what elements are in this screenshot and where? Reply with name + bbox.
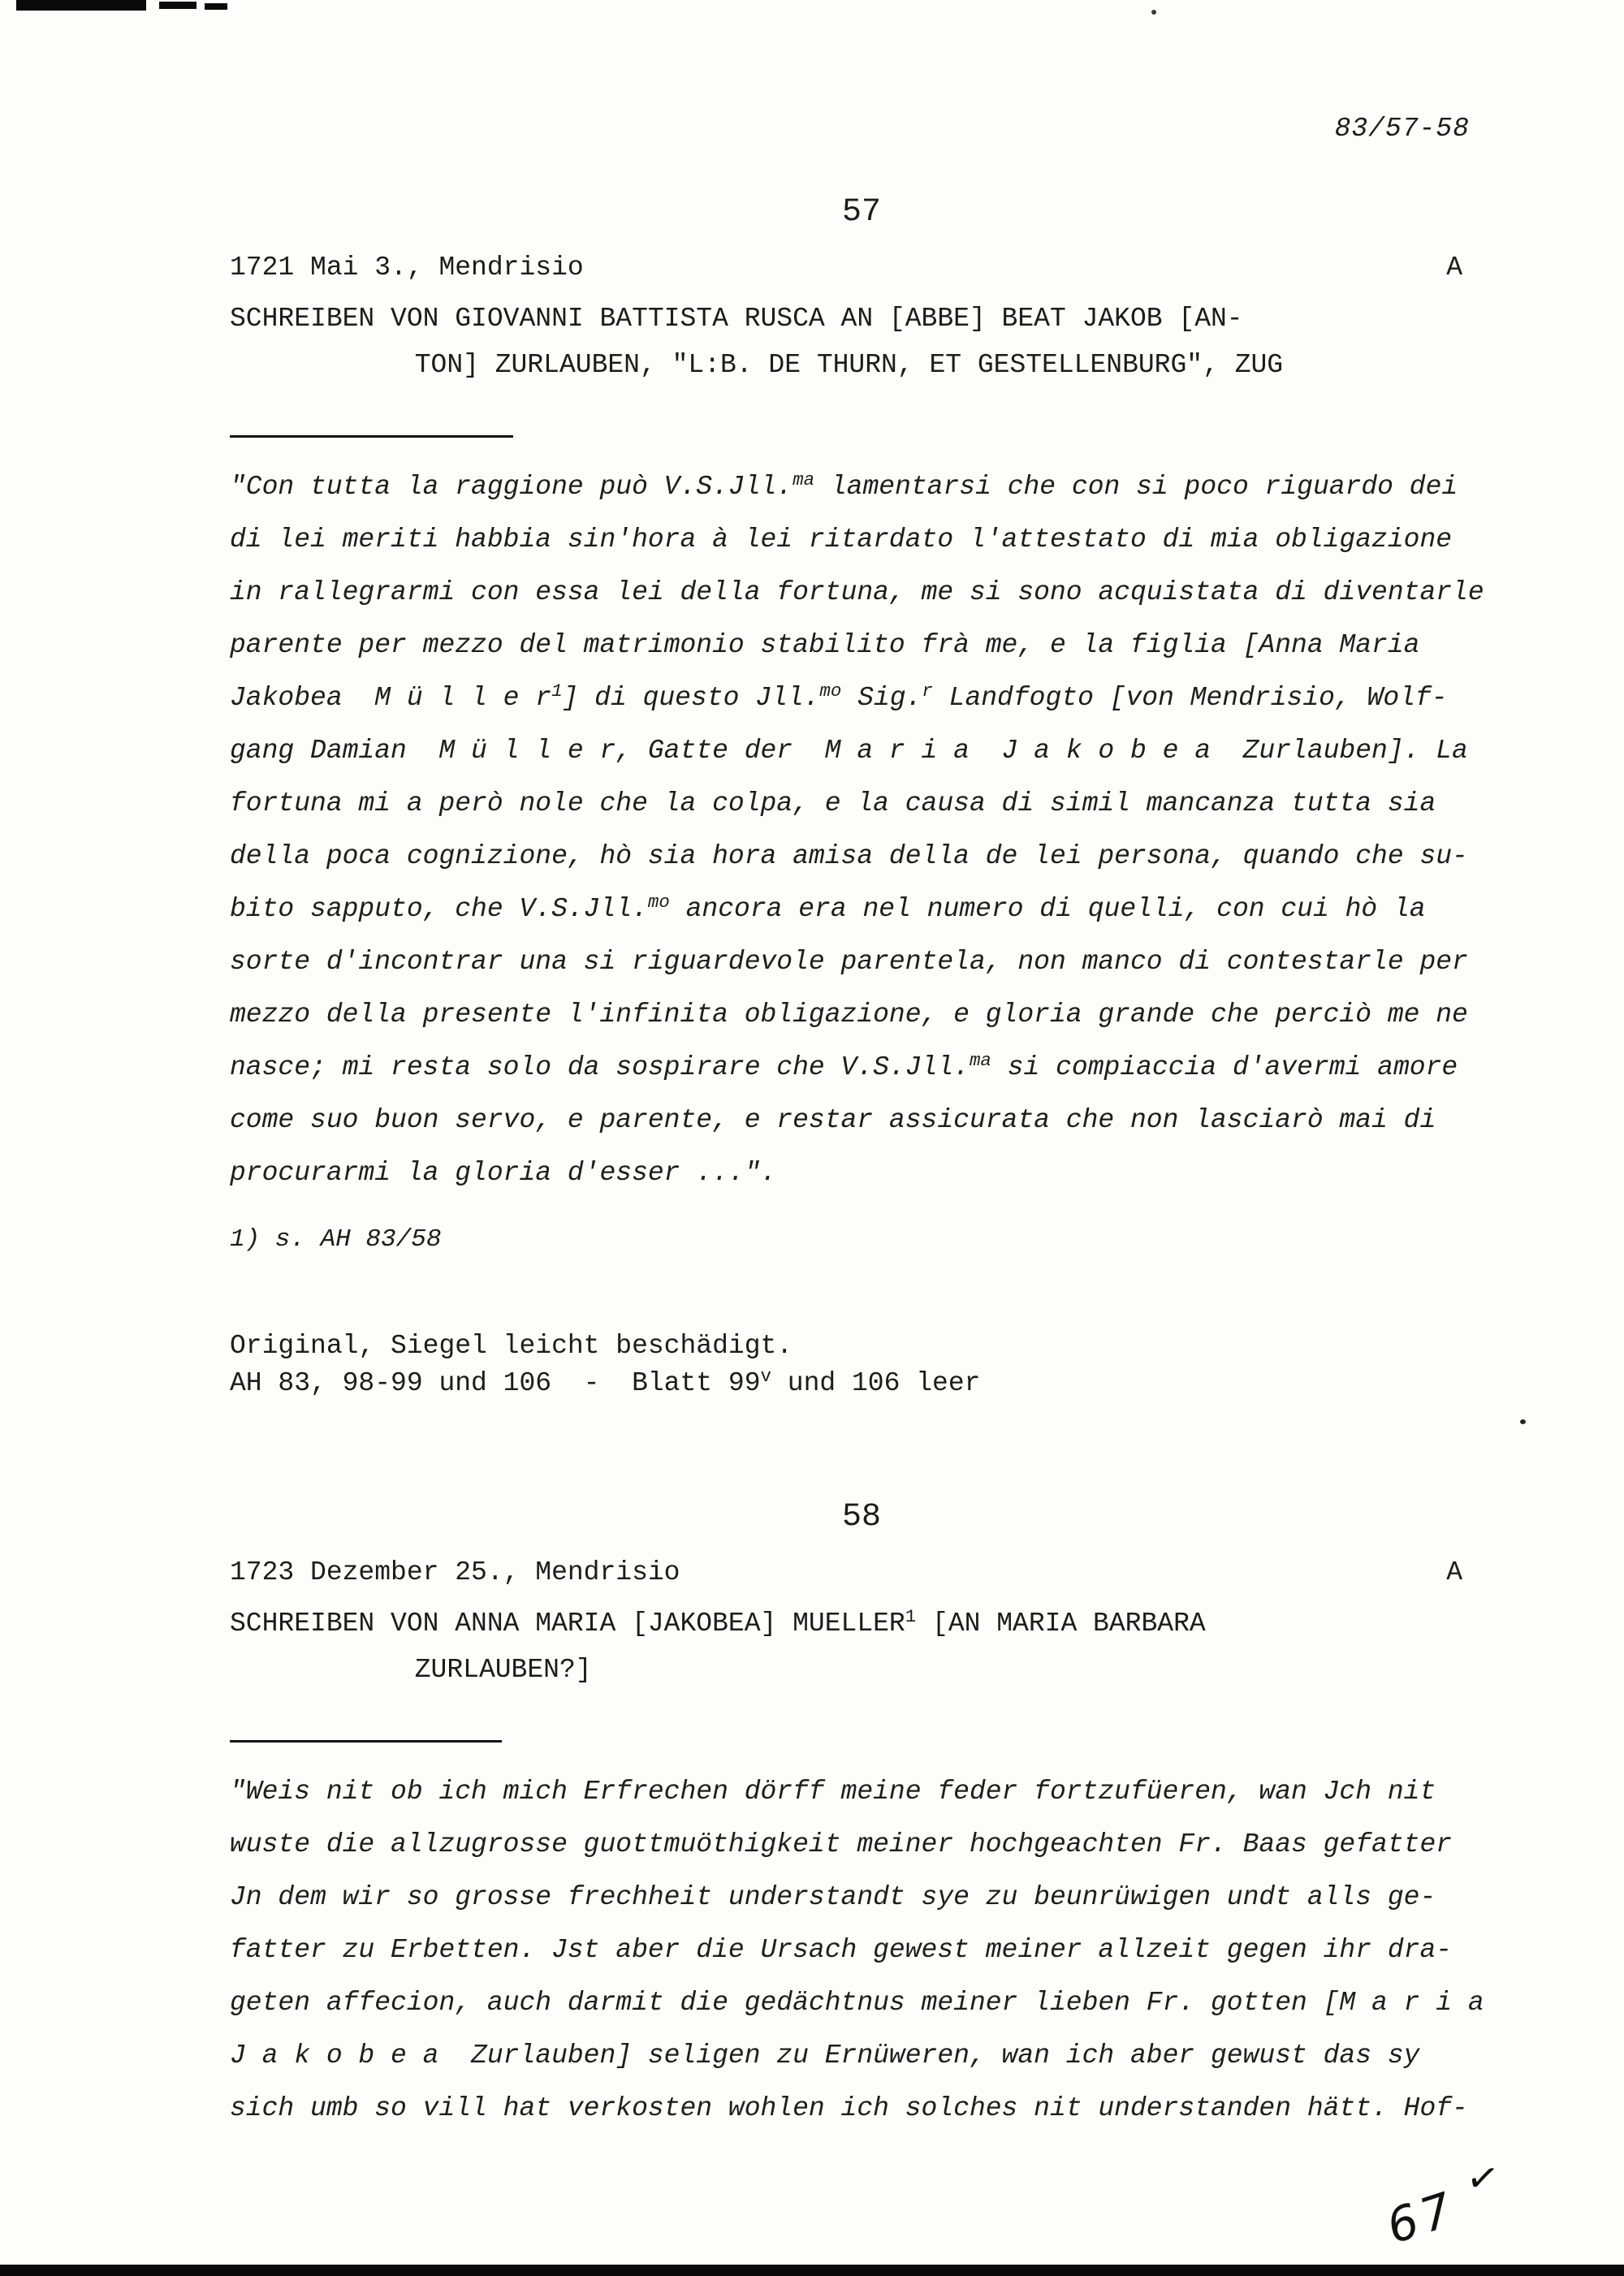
text-line: SCHREIBEN VON GIOVANNI BATTISTA RUSCA AN [ABBE] BEAT JAKOB [AN- [230,304,1243,334]
text-line: nasce; mi resta solo da sospirare che V.S.Jll.$^{ma}$ si compiaccia d'avermi amore [230,1049,1458,1082]
text-line: SCHREIBEN VON ANNA MARIA [JAKOBEA] MUELLER$^1$ [AN MARIA BARBARA [230,1605,1206,1639]
entry-footnote: 1) s. AH 83/58 [230,1225,442,1254]
text-line: bito sapputo, che V.S.Jll.$^{mo}$ ancora era nel numero di quelli, con cui hò la [230,891,1426,924]
scan-artifact-dash [16,0,146,11]
entry-header [230,1555,1493,1591]
entry-date: 1723 Dezember 25., Mendrisio [230,1557,680,1587]
entry-quotation [230,1765,1493,2135]
handwritten-annotation [1380,2153,1527,2276]
text-line: mezzo della presente l'infinita obligazione, e gloria grande che perciò me ne [230,1000,1468,1030]
scan-artifact-dash [159,2,197,9]
text-line: ZURLAUBEN?] [414,1655,592,1685]
text-line: Original, Siegel leicht beschädigt. [230,1331,793,1361]
entry-date: 1721 Mai 3., Mendrisio [230,253,584,283]
scan-artifact-dot [1520,1419,1526,1424]
archive-series-letter: A [1446,253,1462,283]
text-line: della poca cognizione, hò sia hora amisa della de lei persona, quando che su- [230,841,1468,871]
checkmark-icon: ✓ [1463,2153,1502,2204]
text-line: parente per mezzo del matrimonio stabilito frà me, e la figlia [Anna Maria [230,630,1420,660]
handwritten-page-number: 67 [1380,2180,1464,2255]
folio-number: 83/57-58 [1334,114,1470,144]
text-line: in rallegrarmi con essa lei della fortuna, me si sono acquistata di diventarle [230,577,1484,607]
text-line: procurarmi la gloria d'esser ...". [230,1158,777,1188]
scan-artifact-dot [1151,10,1156,15]
text-line: "Con tutta la raggione può V.S.Jll.$^{ma}$ lamentarsi che con si poco riguardo dei [230,469,1458,502]
archive-series-letter: A [1446,1557,1462,1587]
entry-quotation [230,460,1493,1199]
entry-archive-notes [230,1328,1493,1402]
text-line: wuste die allzugrosse guottmuöthigkeit meiner hochgeachten Fr. Baas gefatter [230,1829,1453,1859]
text-line: AH 83, 98-99 und 106 - Blatt 99$^v$ und 106 leer [230,1365,981,1398]
text-line: Jakobea M ü l l e $r^1$] di questo Jll.$^{mo}$ Sig.$^r$ Landfogto [von Mendrisio, Wolf- [230,680,1448,713]
text-line: sich umb so vill hat verkosten wohlen ich solches nit understanden hätt. Hof- [230,2093,1468,2123]
entry-57 [230,193,1493,1402]
text-line: Jn dem wir so grosse frechheit understandt sye zu beunrüwigen undt alls ge- [230,1882,1436,1912]
entry-58 [230,1498,1493,2135]
text-line: geten affecion, auch darmit die gedächtnus meiner lieben Fr. gotten [M a r i a [230,1988,1484,2018]
text-line: "Weis nit ob ich mich Erfrechen dörff meine feder fortzufüeren, wan Jch nit [230,1777,1436,1807]
text-line: J a k o b e a Zurlauben] seligen zu Ernüweren, wan ich aber gewust das sy [230,2041,1420,2071]
text-line: sorte d'incontrar una si riguardevole parentela, non manco di contestarle per [230,947,1468,977]
entry-number: 57 [841,194,881,231]
divider-rule [230,1740,502,1743]
text-line: di lei meriti habbia sin'hora à lei ritardato l'attestato di mia obligazione [230,525,1453,555]
text-line: gang Damian M ü l l e r, Gatte der M a r i a J a k o b e a Zurlauben]. La [230,736,1468,766]
text-line: fortuna mi a però nole che la colpa, e la causa di simil mancanza tutta sia [230,788,1436,818]
scan-artifact-dash [205,3,227,10]
text-line: come suo buon servo, e parente, e restar assicurata che non lasciarò mai di [230,1105,1436,1135]
entry-number: 58 [841,1499,881,1535]
text-line: TON] ZURLAUBEN, "L:B. DE THURN, ET GESTELLENBURG", ZUG [414,350,1284,380]
entry-title [230,296,1493,388]
text-line: fatter zu Erbetten. Jst aber die Ursach gewest meiner allzeit gegen ihr dra- [230,1935,1453,1965]
entry-title [230,1600,1493,1693]
entry-header [230,250,1493,286]
divider-rule [230,435,513,438]
